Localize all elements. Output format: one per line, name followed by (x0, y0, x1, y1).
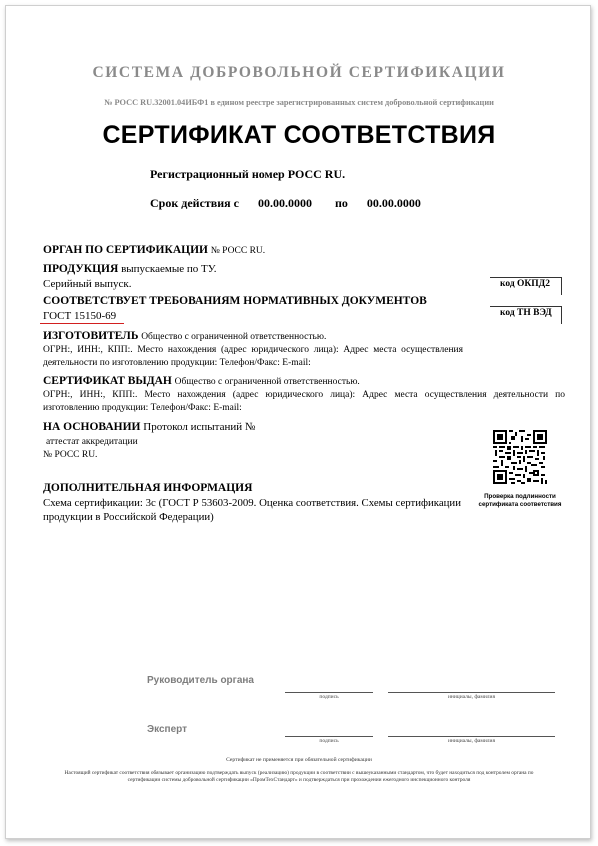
organ-section (43, 244, 463, 258)
certificate-title: СЕРТИФИКАТ СООТВЕТСТВИЯ (102, 121, 496, 149)
conforms-section (43, 295, 483, 308)
manufacturer-label: ИЗГОТОВИТЕЛЬ (43, 330, 139, 342)
footer-note-1: Сертификат не применяется при обязательной сертификации (226, 757, 372, 763)
validity-to-label: по (335, 196, 348, 210)
expert-signature-label: Эксперт (147, 724, 188, 735)
organ-label: ОРГАН ПО СЕРТИФИКАЦИИ (43, 244, 208, 256)
gost-underline (40, 323, 124, 324)
extra-section (43, 482, 463, 495)
gost-reference: ГОСТ 15150-69 (43, 310, 117, 322)
basis-label: НА ОСНОВАНИИ (43, 421, 141, 433)
head-initials-caption: инициалы, фамилия (447, 694, 496, 700)
issued-details: ОГРН:, ИНН:, КПП:. Место нахождения (адрес юридического лица): Адрес места осуществления деятельности по изготовлению продукции: Телефон/Факс: E-mail: (43, 390, 565, 413)
issued-value: Общество с ограниченной ответственностью. (174, 377, 360, 387)
product-label: ПРОДУКЦИЯ (43, 263, 119, 275)
system-title: СИСТЕМА ДОБРОВОЛЬНОЙ СЕРТИФИКАЦИИ (92, 64, 506, 81)
manufacturer-value: Общество с ограниченной ответственностью. (141, 332, 327, 342)
validity-period (150, 196, 421, 211)
expert-initials-caption: инициалы, фамилия (447, 738, 496, 744)
expert-signature-caption: подпись (319, 738, 339, 744)
expert-initials-line (388, 736, 555, 737)
issued-section (43, 375, 463, 389)
registration-number: Регистрационный номер РОСС RU. (150, 167, 346, 181)
extra-label: ДОПОЛНИТЕЛЬНАЯ ИНФОРМАЦИЯ (43, 482, 253, 494)
validity-from: 00.00.0000 (258, 196, 312, 210)
qr-code-icon (493, 430, 547, 484)
validity-to: 00.00.0000 (366, 196, 421, 210)
tnved-code-label: код ТН ВЭД (500, 308, 552, 318)
tnved-box-side (561, 306, 562, 324)
head-initials-line (388, 692, 555, 693)
conforms-label: СООТВЕТСТВУЕТ ТРЕБОВАНИЯМ НОРМАТИВНЫХ ДОКУМЕНТОВ (43, 295, 427, 307)
head-signature-label: Руководитель органа (147, 675, 254, 686)
manufacturer-details: ОГРН:, ИНН:, КПП:. Место нахождения (адрес юридического лица): Адрес места осуществления деятельности по изготовлению продукции: Телефон/Факс: E-mail: (43, 345, 463, 368)
footer-note-2: Настоящий сертификат соответствия обязывает организацию подтверждать выпуск (реализацию) продукции в соответствии с вышеуказанными стандартом, что будет находиться под контролем органа по сертификации системы добровольной сертификации «ПромТехСтандарт» и подтверждаться при прохождении ежегодного инспекционного контроля (64, 770, 534, 783)
issued-label: СЕРТИФИКАТ ВЫДАН (43, 375, 172, 387)
product-section (43, 263, 463, 276)
head-signature-caption: подпись (319, 694, 339, 700)
expert-signature-line (285, 736, 373, 737)
product-line2: Серийный выпуск. (43, 278, 132, 290)
basis-section (43, 421, 463, 434)
extra-value: Схема сертификации: 3с (ГОСТ Р 53603-2009. Оценка соответствия. Схемы сертификации продукции в Российской Федерации) (43, 497, 461, 523)
organ-value: № РОСС RU. (210, 246, 266, 256)
basis-line2: аттестат аккредитации (46, 437, 138, 447)
basis-line3: № РОСС RU. (43, 450, 98, 460)
validity-label: Срок действия с (150, 196, 239, 210)
okpd2-box-top (490, 277, 562, 278)
tnved-box-top (490, 306, 562, 307)
okpd2-code-label: код ОКПД2 (500, 279, 550, 289)
basis-value: Протокол испытаний № (143, 421, 256, 433)
qr-caption: Проверка подлинности сертификата соответствия (478, 493, 562, 508)
registry-line: № РОСС RU.32001.04ИБФ1 в едином реестре зарегистрированных систем добровольной сертификации (104, 98, 494, 107)
manufacturer-section (43, 330, 463, 344)
okpd2-box-side (561, 277, 562, 295)
product-value: выпускаемые по ТУ. (121, 263, 217, 275)
head-signature-line (285, 692, 373, 693)
